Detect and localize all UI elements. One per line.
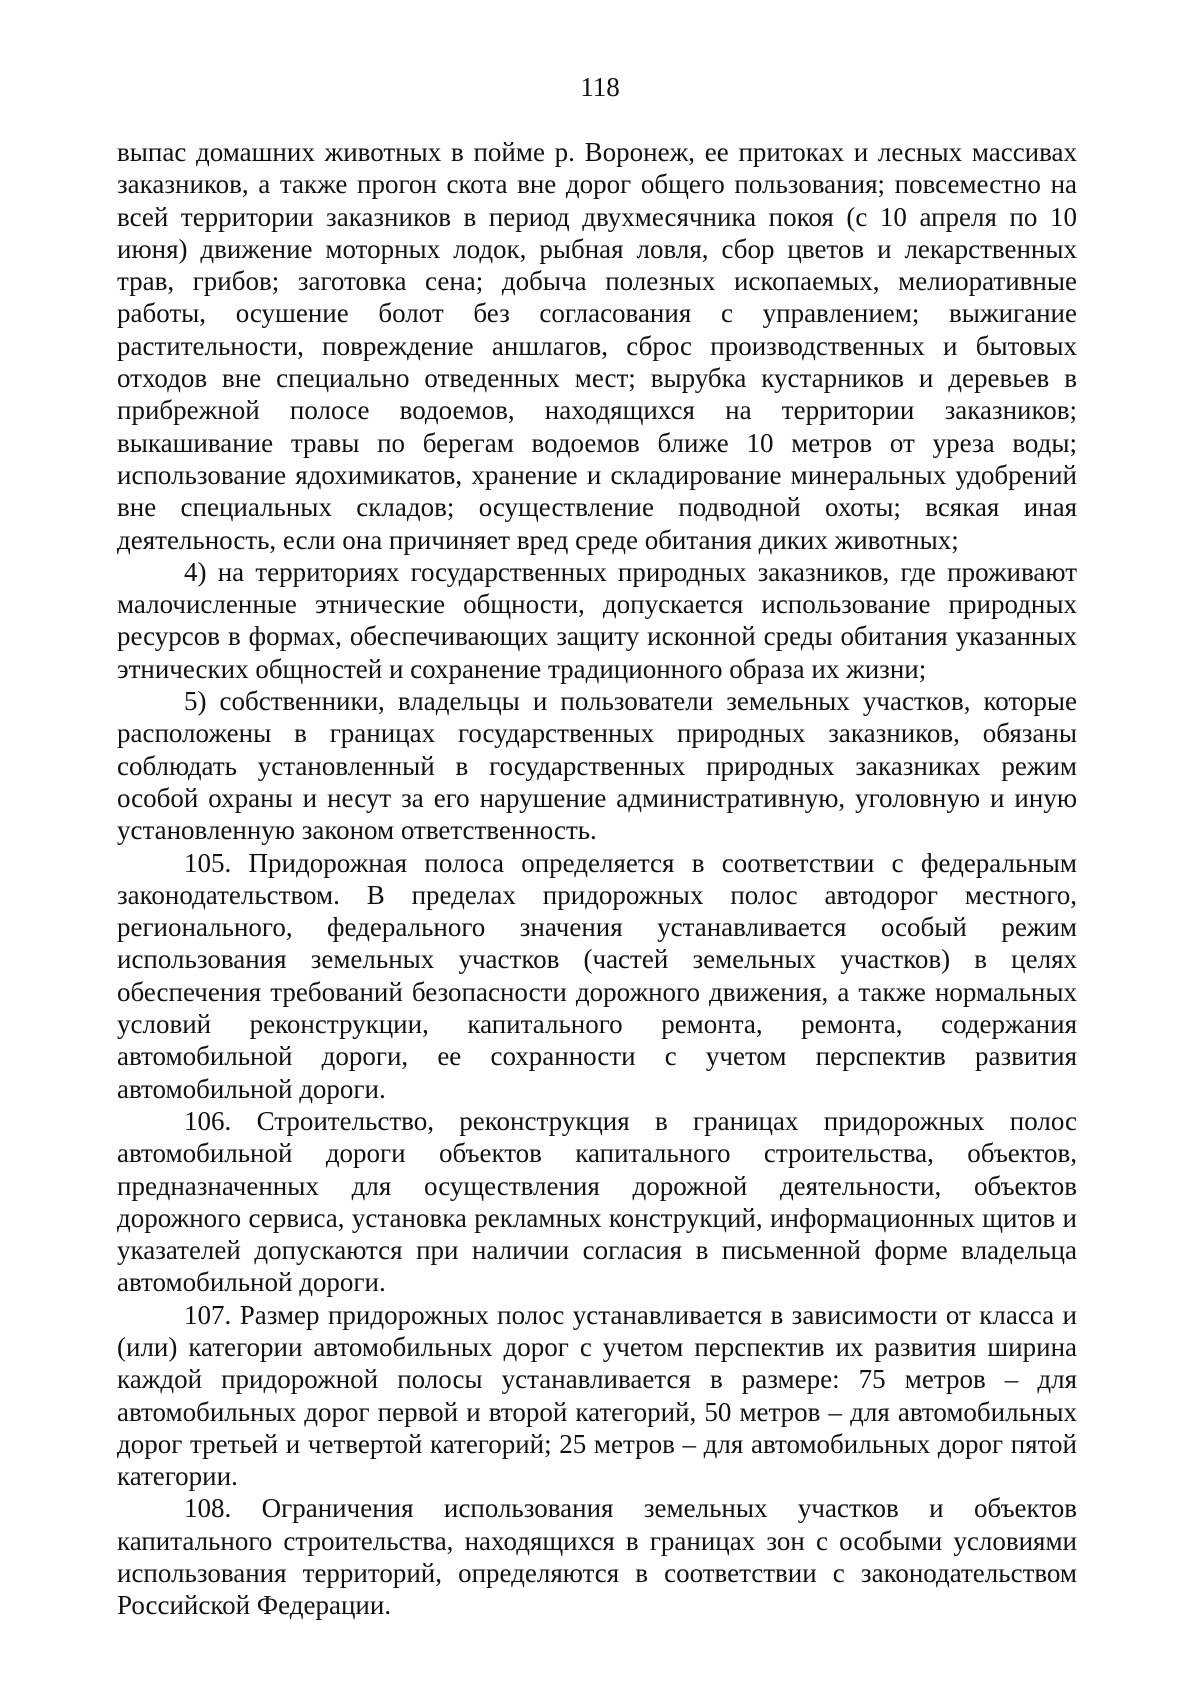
page-number: 118 xyxy=(580,72,620,102)
document-body xyxy=(117,136,1077,1622)
paragraph-item-4: 4) на территориях государственных природных заказников, где проживают малочисленные этнические общности, допускается использование природных ресурсов в формах, обеспечивающих защиту исконной среды обитания указанных этнических общностей и сохранение традиционного образа их жизни; xyxy=(117,556,1077,684)
paragraph-108: 108. Ограничения использования земельных участков и объектов капитального строительства, находящихся в границах зон с особыми условиями использования территорий, определяются в соответствии с законодательством Российской Федерации. xyxy=(117,1493,1077,1621)
paragraph-item-5: 5) собственники, владельцы и пользователи земельных участков, которые расположены в границах государственных природных заказников, обязаны соблюдать установленный в государственных природных заказниках режим особой охраны и несут за его нарушение административную, уголовную и иную установленную законом ответственность. xyxy=(117,686,1077,846)
paragraph-continuation: выпас домашних животных в пойме р. Воронеж, ее притоках и лесных массивах заказников, а также прогон скота вне дорог общего пользования; повсеместно на всей территории заказников в период двухмесячника покоя (с 10 апреля по 10 июня) движение моторных лодок, рыбная ловля, сбор цветов и лекарственных трав, грибов; заготовка сена; добыча полезных ископаемых, мелиоративные работы, осушение болот без согласования с управлением; выжигание растительности, повреждение аншлагов, сброс производственных и бытовых отходов вне специально отведенных мест; вырубка кустарников и деревьев в прибрежной полосе водоемов, находящихся на территории заказников; выкашивание травы по берегам водоемов ближе 10 метров от уреза воды; использование ядохимикатов, хранение и складирование минеральных удобрений вне специальных складов; осуществление подводной охоты; всякая иная деятельность, если она причиняет вред среде обитания диких животных; xyxy=(117,137,1077,555)
paragraph-107: 107. Размер придорожных полос устанавливается в зависимости от класса и (или) категории автомобильных дорог с учетом перспектив их развития ширина каждой придорожной полосы устанавливается в размере: 75 метров – для автомобильных дорог первой и второй категорий, 50 метров – для автомобильных дорог третьей и четвертой категорий; 25 метров – для автомобильных дорог пятой категории. xyxy=(117,1299,1077,1492)
paragraph-105: 105. Придорожная полоса определяется в соответствии с федеральным законодательством. В пределах придорожных полос автодорог местного, регионального, федерального значения устанавливается особый режим использования земельных участков (частей земельных участков) в целях обеспечения требований безопасности дорожного движения, а также нормальных условий реконструкции, капитального ремонта, ремонта, содержания автомобильной дороги, ее сохранности с учетом перспектив развития автомобильной дороги. xyxy=(117,847,1077,1104)
paragraph-106: 106. Строительство, реконструкция в границах придорожных полос автомобильной дороги объектов капитального строительства, объектов, предназначенных для осуществления дорожной деятельности, объектов дорожного сервиса, установка рекламных конструкций, информационных щитов и указателей допускаются при наличии согласия в письменной форме владельца автомобильной дороги. xyxy=(117,1105,1077,1298)
